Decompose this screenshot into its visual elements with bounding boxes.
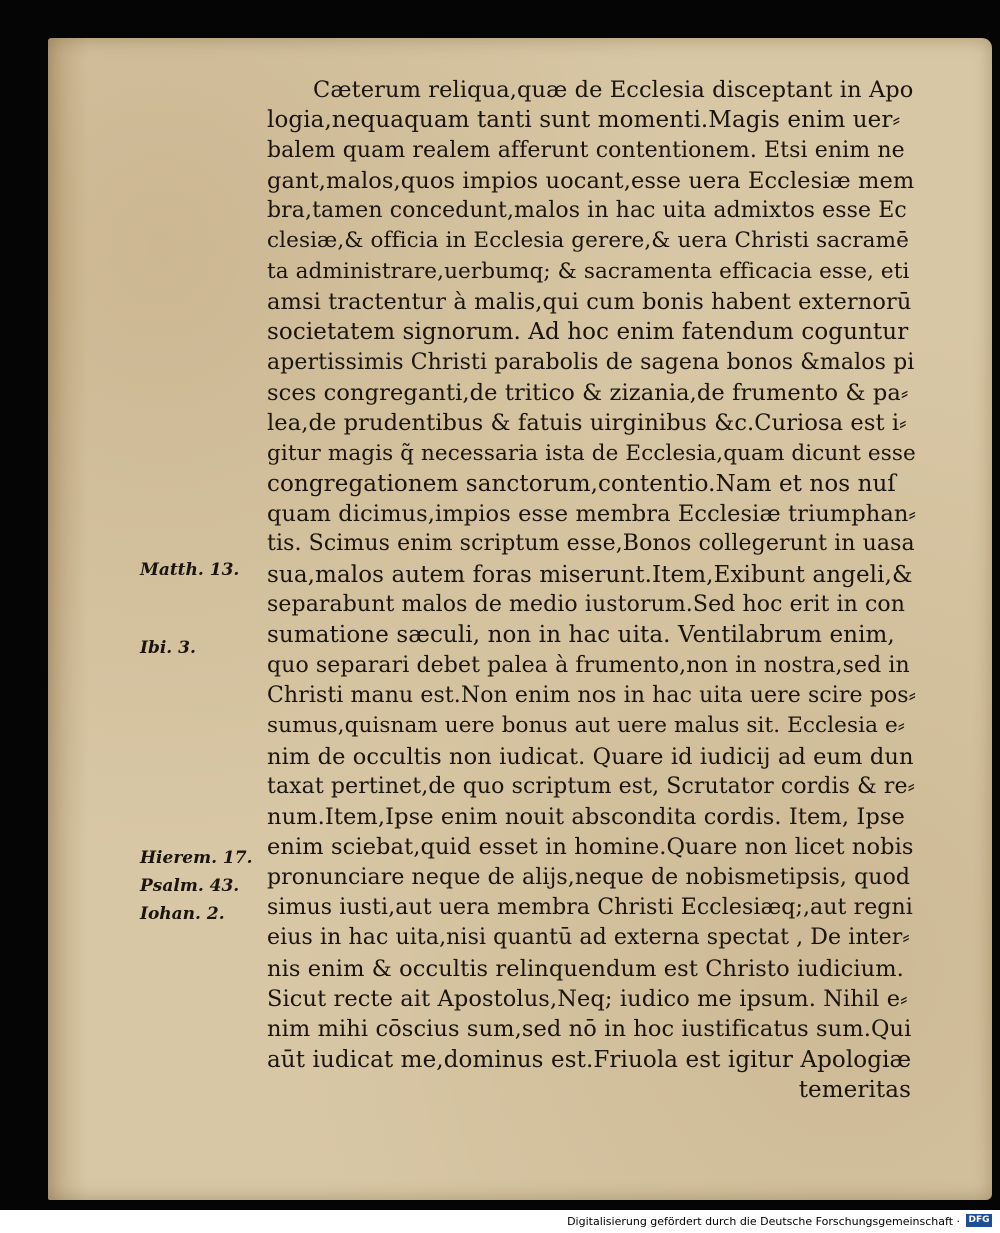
text-line: sumatione sæculi, non in hac uita. Ventilabrum enim,	[267, 622, 895, 649]
text-line: Sicut recte ait Apostolus,Neq; iudico me ipsum. Nihil e⸗	[267, 985, 908, 1012]
text-line: quam dicimus,impios esse membra Ecclesiæ triumphan⸗	[267, 501, 917, 528]
text-line: Cæterum reliqua,quæ de Ecclesia disceptant in Apo	[313, 77, 914, 103]
text-line: nim de occultis non iudicat. Quare id iudicij ad eum dun	[267, 743, 914, 770]
text-line: logia,nequaquam tanti sunt momenti.Magis enim uer⸗	[267, 107, 901, 134]
text-line: aūt iudicat me,dominus est.Friuola est igitur Apologiæ	[267, 1046, 912, 1073]
text-line: societatem signorum. Ad hoc enim fatendum coguntur	[267, 319, 909, 346]
margin-note: Iohan. 2.	[140, 904, 225, 924]
margin-note: Matth. 13.	[140, 560, 240, 580]
text-line: num.Item,Ipse enim nouit abscondita cordis. Item, Ipse	[267, 804, 905, 831]
margin-note: Psalm. 43.	[140, 876, 240, 896]
catchword: temeritas	[798, 1076, 911, 1103]
text-line: pronunciare neque de alijs,neque de nobismetipsis, quod	[267, 864, 911, 890]
text-line: eius in hac uita,nisi quantū ad externa spectat , De inter⸗	[267, 925, 910, 951]
text-line: taxat pertinet,de quo scriptum est, Scrutator cordis & re⸗	[267, 773, 916, 799]
text-line: balem quam realem afferunt contentionem. Etsi enim ne	[267, 137, 905, 163]
text-line: quo separari debet palea à frumento,non in nostra,sed in	[267, 652, 910, 678]
text-line: nis enim & occultis relinquendum est Christo iudicium.	[267, 955, 904, 982]
text-line: lea,de prudentibus & fatuis uirginibus &c.Curiosa est i⸗	[267, 410, 907, 437]
text-line: gitur magis q̃ necessaria ista de Ecclesia,quam dicunt esse	[267, 440, 916, 466]
page-body-text	[267, 75, 917, 1105]
text-line: gant,malos,quos impios uocant,esse uera Ecclesiæ mem	[267, 167, 915, 194]
footer	[0, 1210, 1000, 1233]
text-line: sua,malos autem foras miserunt.Item,Exibunt angeli,&	[267, 561, 913, 588]
footer-credit: Digitalisierung gefördert durch die Deutsche Forschungsgemeinschaft ·	[567, 1215, 960, 1228]
text-line: bra,tamen concedunt,malos in hac uita admixtos esse Ec	[267, 198, 907, 224]
text-line: ta administrare,uerbumq; & sacramenta efficacia esse, eti	[267, 258, 910, 284]
text-line: apertissimis Christi parabolis de sagena bonos &malos pi	[267, 349, 915, 375]
text-line: Christi manu est.Non enim nos in hac uita uere scire pos⸗	[267, 682, 917, 708]
text-line: nim mihi cōscius sum,sed nō in hoc iustificatus sum.Qui	[267, 1016, 912, 1043]
text-line: sces congreganti,de tritico & zizania,de frumento & pa⸗	[267, 379, 909, 406]
text-line: amsi tractentur à malis,qui cum bonis habent externorū	[267, 289, 912, 316]
margin-note: Ibi. 3.	[140, 638, 196, 658]
text-line: sumus,quisnam uere bonus aut uere malus sit. Ecclesia e⸗	[267, 713, 906, 739]
text-line: clesiæ,& officia in Ecclesia gerere,& uera Christi sacramē	[267, 228, 909, 254]
book-page	[48, 38, 992, 1200]
text-line: enim sciebat,quid esset in homine.Quare non licet nobis	[267, 834, 914, 861]
text-line: congregationem sanctorum,contentio.Nam et nos nuſ	[267, 470, 897, 497]
margin-note: Hierem. 17.	[140, 848, 253, 868]
text-line: simus iusti,aut uera membra Christi Ecclesiæq;,aut regni	[267, 895, 913, 921]
dfg-logo-icon: DFG	[966, 1214, 992, 1227]
text-line: separabunt malos de medio iustorum.Sed hoc erit in con	[267, 592, 906, 618]
text-line: tis. Scimus enim scriptum esse,Bonos collegerunt in uasa	[267, 531, 915, 557]
